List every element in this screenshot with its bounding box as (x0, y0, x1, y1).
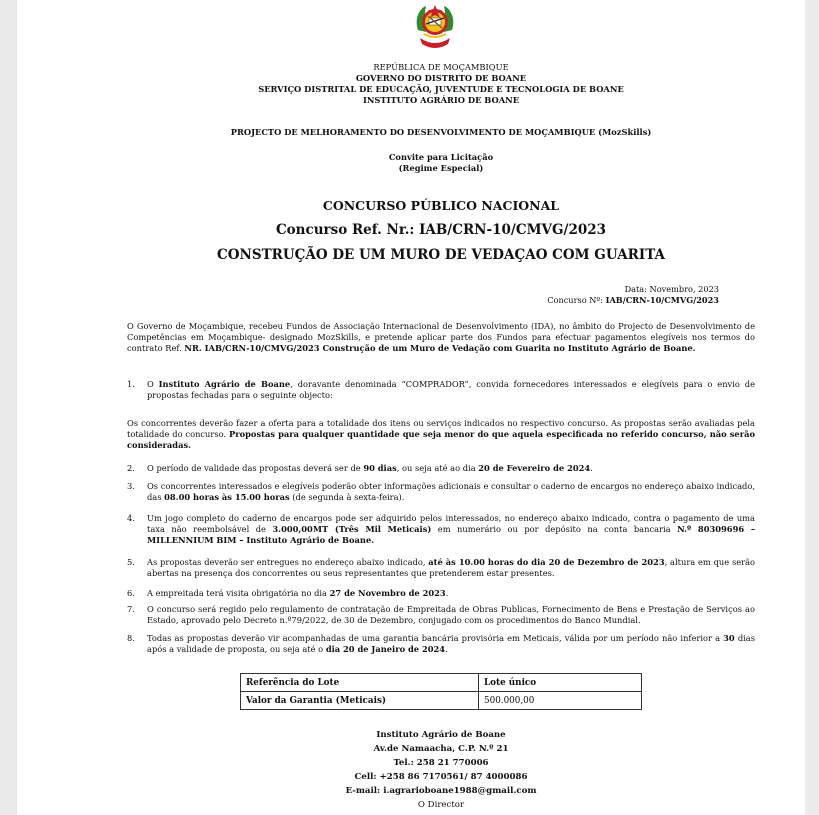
table-header-cell: Lote único (479, 674, 642, 692)
item-bold: 3.000,00MT (Três Mil Meticais) (272, 524, 432, 534)
buyer-name: Instituto Agrário de Boane (158, 379, 291, 389)
intro-paragraph (127, 321, 755, 354)
concurso-number-label: Concurso Nº: (547, 295, 606, 305)
footer-director: O Director (417, 800, 465, 810)
item-number: 6. (127, 588, 135, 598)
item-bold: 08.00 horas às 15.00 horas (164, 492, 290, 502)
item-text: O concurso será regido pelo regulamento de contratação de Empreitada de Obras Publicas, Fornecimento de Bens e Prestação de Serviços ao Estado, aprovado pelo Decreto n.º79/2022, de 30 de Dezembro, conjugado com os procedimentos do Banco Mundial. (147, 604, 755, 625)
concurso-number-value: IAB/CRN-10/CMVG/2023 (605, 295, 719, 305)
item-text: em numerário ou por depósito na conta bancaria (431, 524, 678, 534)
item-bold: até às 10.00 horas do dia 20 de Dezembro de 2023 (428, 557, 665, 567)
viewer-scrollbar[interactable] (804, 0, 819, 815)
header-institute: INSTITUTO AGRÁRIO DE BOANE (362, 95, 520, 105)
item-bold: 20 de Fevereiro de 2024 (478, 463, 591, 473)
table-cell: 500.000,00 (479, 692, 642, 710)
item-text: , altura em que serão abertas na presença dos concorrentes ou seus representantes que pretenderem estar presentes. (147, 557, 756, 578)
list-item-7 (127, 604, 755, 626)
totality-text: Os concorrentes deverão fazer a oferta para a totalidade dos itens ou serviços indicados no respectivo concurso. As propostas serão avaliadas pela totalidade do concurso. (127, 418, 755, 439)
list-item-3 (127, 481, 755, 503)
list-item-2 (127, 463, 755, 474)
footer-institute: Instituto Agrário de Boane (376, 730, 506, 740)
item-bold: dia 20 de Janeiro de 2024 (325, 644, 446, 654)
contest-subject: CONSTRUÇÃO DE UM MURO DE VEDAÇAO COM GUARITA (217, 247, 665, 263)
item-number: 2. (127, 463, 135, 473)
table-row (241, 692, 642, 710)
item-number: 4. (127, 513, 135, 523)
list-item-1 (127, 379, 755, 401)
regime-label: (Regime Especial) (398, 163, 484, 173)
document-page (17, 0, 805, 815)
list-item-8 (127, 633, 755, 655)
header-service: SERVIÇO DISTRITAL DE EDUCAÇÃO, JUVENTUDE E TECNOLOGIA DE BOANE (258, 84, 624, 94)
invite-label: Convite para Licitação (388, 152, 494, 162)
item-text: As propostas deverão ser entregues no endereço abaixo indicado, (147, 557, 429, 567)
item-text: Os concorrentes interessados e elegíveis poderão obter informações adicionais e consultar o caderno de encargos no endereço abaixo indicado, das (147, 481, 755, 502)
footer-cell: Cell: +258 86 7170561/ 87 4000086 (354, 772, 528, 782)
footer-address: Av.de Namaacha, C.P. N.º 21 (373, 744, 509, 754)
item-text: , ou seja até ao dia (396, 463, 479, 473)
item-number: 8. (127, 633, 135, 643)
item-bold: 30 (723, 633, 735, 643)
bank-account: N.º 80309696 – MILLENNIUM BIM – Instituto Agrário de Boane. (147, 524, 755, 545)
header-republic: REPÚBLICA DE MOÇAMBIQUE (373, 62, 509, 72)
mozambique-coat-of-arms-icon (412, 0, 458, 52)
item-text: , doravante denominada “COMPRADOR”, convida fornecedores interessados e elegíveis para o envio de propostas fechadas para o seguinte objecto: (147, 379, 755, 400)
contest-title: CONCURSO PÚBLICO NACIONAL (322, 198, 560, 213)
table-cell: Valor da Garantia (Meticais) (241, 692, 479, 710)
contact-footer (17, 728, 819, 812)
item-text: Um jogo completo do caderno de encargos pode ser adquirido pelos interessados, no endereço abaixo indicado, contra o pagamento de uma taxa não reembolsável de (147, 513, 755, 534)
item-number: 5. (127, 557, 135, 567)
item-text: . (445, 588, 449, 598)
item-text: A empreitada terá visita obrigatória no dia (147, 588, 330, 598)
item-number: 3. (127, 481, 135, 491)
date-line: Data: Novembro, 2023 (624, 284, 719, 294)
item-text: O (147, 379, 159, 389)
item-text: (de segunda à sexta-feira). (289, 492, 405, 502)
item-number: 1. (127, 379, 135, 389)
header-government: GOVERNO DO DISTRITO DE BOANE (355, 73, 527, 83)
footer-phone: Tel.: 258 21 770006 (393, 758, 489, 768)
item-text: dias após a validade de proposta, ou seja até o (147, 633, 755, 654)
item-text: O período de validade das propostas deverá ser de (147, 463, 364, 473)
list-item-4 (127, 513, 755, 546)
project-title: PROJECTO DE MELHORAMENTO DO DESENVOLVIMENTO DE MOÇAMBIQUE (MozSkills) (230, 127, 652, 137)
contest-reference: Concurso Ref. Nr.: IAB/CRN-10/CMVG/2023 (275, 222, 607, 238)
item-bold: 27 de Novembro de 2023 (329, 588, 446, 598)
concurso-number-line (547, 295, 719, 306)
item-text: . (445, 644, 448, 654)
item-text: Todas as propostas deverão vir acompanhadas de uma garantia bancária provisória em Meticais, válida por um período não inferior a (147, 633, 724, 643)
table-header-cell: Referência do Lote (241, 674, 479, 692)
totality-warning: Propostas para qualquer quantidade que seja menor do que aquela especificada no referido concurso, não serão consideradas. (127, 429, 755, 450)
intro-contract-ref: NR. IAB/CRN-10/CMVG/2023 Construção de um Muro de Vedação com Guarita no Instituto Agrário de Boane. (184, 343, 696, 353)
item-number: 7. (127, 604, 135, 614)
item-text: . (590, 463, 593, 473)
guarantee-table (240, 673, 642, 710)
list-item-5 (127, 557, 755, 579)
intro-text: O Governo de Moçambique, recebeu Fundos de Associação Internacional de Desenvolvimento (IDA), no âmbito do Projecto de Desenvolvimento de Competências em Moçambique- designado MozSkills, e pretende aplicar parte dos Fundos para efectuar pagamentos elegíveis nos termos do contrato Ref. (127, 321, 755, 353)
footer-email: E-mail: i.agrarioboane1988@gmail.com (345, 786, 537, 796)
list-item-6 (127, 588, 755, 599)
totality-paragraph (127, 418, 755, 451)
viewer-left-margin (0, 0, 17, 815)
table-row (241, 674, 642, 692)
item-bold: 90 dias (363, 463, 397, 473)
